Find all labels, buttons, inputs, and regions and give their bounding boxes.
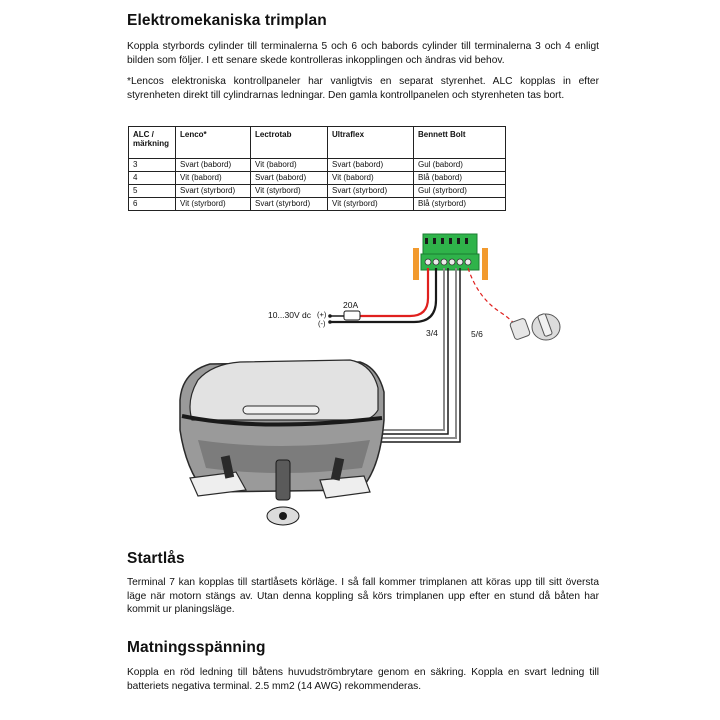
fuse-icon — [344, 311, 360, 320]
terminal-bracket-right — [482, 248, 488, 280]
terminal-screw — [425, 259, 431, 265]
paragraph-matning: Koppla en röd ledning till båtens huvudströmbrytare genom en säkring. Koppla en svart ledning till batteriets negativa terminal. 2.5 mm2 (14 AWG) rekommenderas. — [127, 667, 599, 692]
table-cell: 5 — [129, 185, 176, 198]
table-cell: Blå (babord) — [414, 172, 506, 185]
table-header: Bennett Bolt — [414, 127, 506, 159]
table-cell: 4 — [129, 172, 176, 185]
table-cell: Svart (styrbord) — [328, 185, 414, 198]
terminal-block-top — [423, 234, 477, 256]
table-cell: Vit (babord) — [328, 172, 414, 185]
terminal-bracket-left — [413, 248, 419, 280]
table-cell: Vit (styrbord) — [328, 198, 414, 211]
table-header: ALC / märkning — [129, 127, 176, 159]
wire-label-34: 3/4 — [426, 328, 438, 338]
terminal-pin — [441, 238, 444, 244]
plus-label: (+) — [317, 310, 327, 319]
terminal-screw — [449, 259, 455, 265]
table-header: Lenco* — [176, 127, 251, 159]
outdrive-leg — [276, 460, 290, 500]
table-cell: Vit (styrbord) — [251, 185, 328, 198]
wire-label-56: 5/6 — [471, 329, 483, 339]
ignition-wire-dashed — [468, 268, 516, 326]
trim-tab-starboard — [320, 476, 370, 498]
table-cell: Svart (styrbord) — [251, 198, 328, 211]
table-cell: Svart (styrbord) — [176, 185, 251, 198]
table-cell: Vit (babord) — [251, 159, 328, 172]
table-cell: Svart (babord) — [328, 159, 414, 172]
section-title-matning: Matningsspänning — [127, 639, 266, 656]
table-cell: 6 — [129, 198, 176, 211]
propeller-hub — [279, 512, 287, 520]
table-cell: Vit (styrbord) — [176, 198, 251, 211]
table-header: Ultraflex — [328, 127, 414, 159]
table-cell: Blå (styrbord) — [414, 198, 506, 211]
section-title-trimplan: Elektromekaniska trimplan — [127, 12, 327, 29]
plus-terminal-dot — [328, 314, 332, 318]
terminal-pin — [425, 238, 428, 244]
terminal-screw — [465, 259, 471, 265]
boat-deck-cleat — [243, 406, 319, 414]
terminal-screw — [433, 259, 439, 265]
section-title-startlas: Startlås — [127, 550, 185, 567]
terminal-pin — [433, 238, 436, 244]
terminal-pin — [449, 238, 452, 244]
minus-terminal-dot — [328, 320, 332, 324]
paragraph-startlas: Terminal 7 kan kopplas till startlåsets körläge. I så fall kommer trimplanen att köras upp till sitt översta läge när motorn stängs av. Utan denna koppling så körs trimplanen upp efter en stund då båten har kommit ur planingsläge. — [127, 577, 599, 616]
minus-label: (-) — [318, 319, 326, 328]
terminal-pin — [457, 238, 460, 244]
power-voltage-label: 10...30V dc — [268, 310, 312, 320]
alc-terminal-block — [413, 234, 488, 280]
paragraph-wiring: Koppla styrbords cylinder till terminalerna 5 och 6 och babords cylinder till terminalerna 3 och 4 enligt bilden som följer. I ett senare skede kontrolleras inkopplingen och ändras vid behov. — [127, 41, 599, 66]
terminal-pin — [465, 238, 468, 244]
table-cell: Gul (babord) — [414, 159, 506, 172]
paragraph-lenco-note: *Lencos elektroniska kontrollpaneler har vanligtvis en separat styrenhet. ALC kopplas in efter styrenheten direkt till cylindrarnas ledningar. Den gamla kontrollpanelen och styrenheten tas bort. — [127, 76, 599, 101]
table-header: Lectrotab — [251, 127, 328, 159]
ignition-key-icon — [509, 313, 560, 340]
table-cell: Svart (babord) — [251, 172, 328, 185]
terminal-screw — [457, 259, 463, 265]
boat-illustration — [180, 360, 384, 525]
table-cell: Svart (babord) — [176, 159, 251, 172]
table-cell: 3 — [129, 159, 176, 172]
table-cell: Vit (babord) — [176, 172, 251, 185]
fuse-label: 20A — [343, 300, 359, 310]
terminal-screw — [441, 259, 447, 265]
table-cell: Gul (styrbord) — [414, 185, 506, 198]
